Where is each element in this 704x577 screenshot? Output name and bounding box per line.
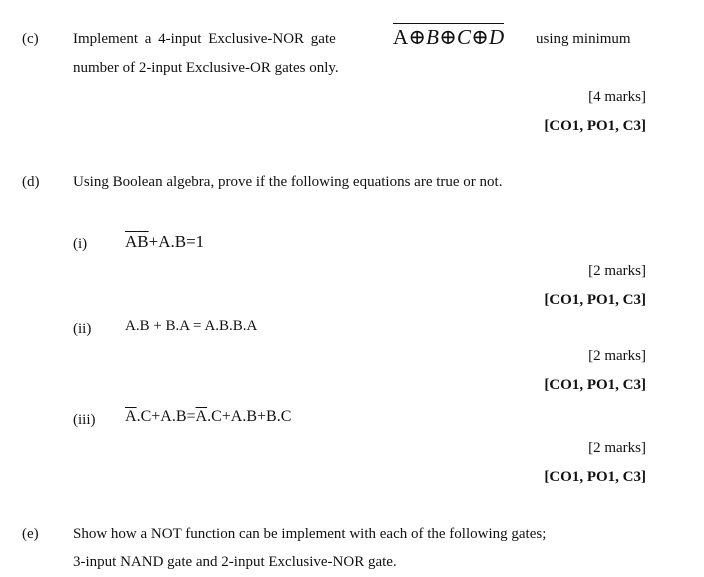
part-c-marks: [4 marks] [588, 89, 646, 105]
equation-iii [125, 408, 291, 426]
equation-ii [125, 318, 257, 335]
eq-iii-abar-1: $\overline{A}$ [125, 408, 137, 425]
eq-i-abar: $\overline{A}$ [125, 232, 138, 251]
part-c-text-line1-end: using minimum [536, 31, 631, 47]
xnor-expression [393, 23, 504, 49]
eq-i-bbar: $\overline{B}$ [137, 232, 149, 251]
eq-i-rest: +A.B=1 [148, 232, 205, 251]
xor-symbol: ⊕ [471, 25, 490, 49]
item-i-label: (i) [73, 236, 88, 252]
eq-ii-text: A.B + B.A = A.B.B.A [125, 318, 258, 334]
item-i-codes: [CO1, PO1, C3] [544, 292, 646, 308]
eq-iii-abar-2: $\overline{A}$ [195, 408, 208, 425]
item-ii-marks: [2 marks] [588, 348, 646, 364]
part-d-label: (d) [22, 174, 40, 190]
xnor-overbar [393, 23, 504, 49]
item-iii-label: (iii) [73, 412, 96, 428]
var-b: B [426, 25, 440, 49]
part-c-codes: [CO1, PO1, C3] [544, 118, 646, 134]
var-a: A [393, 25, 409, 49]
item-ii-codes: [CO1, PO1, C3] [544, 377, 646, 393]
xor-symbol: ⊕ [439, 25, 457, 49]
var-c: C [457, 25, 472, 49]
var-d: D [489, 25, 505, 49]
item-i-marks: [2 marks] [588, 263, 646, 279]
part-d-text: Using Boolean algebra, prove if the following equations are true or not. [73, 174, 503, 190]
part-c-label: (c) [22, 31, 39, 47]
xor-symbol: ⊕ [408, 25, 427, 49]
eq-iii-mid: .C+A.B= [136, 408, 196, 425]
part-e-text-line1: Show how a NOT function can be implement with each of the following gates; [73, 526, 547, 542]
item-ii-label: (ii) [73, 321, 92, 337]
part-e-label: (e) [22, 526, 39, 542]
equation-i [125, 232, 204, 252]
part-c-text-line1: Implement a 4-input Exclusive-NOR gate [73, 31, 336, 47]
part-e-text-line2: 3-input NAND gate and 2-input Exclusive-NOR gate. [73, 554, 397, 570]
item-iii-codes: [CO1, PO1, C3] [544, 469, 646, 485]
part-c-text-line2: number of 2-input Exclusive-OR gates only. [73, 60, 339, 76]
item-iii-marks: [2 marks] [588, 440, 646, 456]
eq-iii-rest: .C+A.B+B.C [207, 408, 292, 425]
